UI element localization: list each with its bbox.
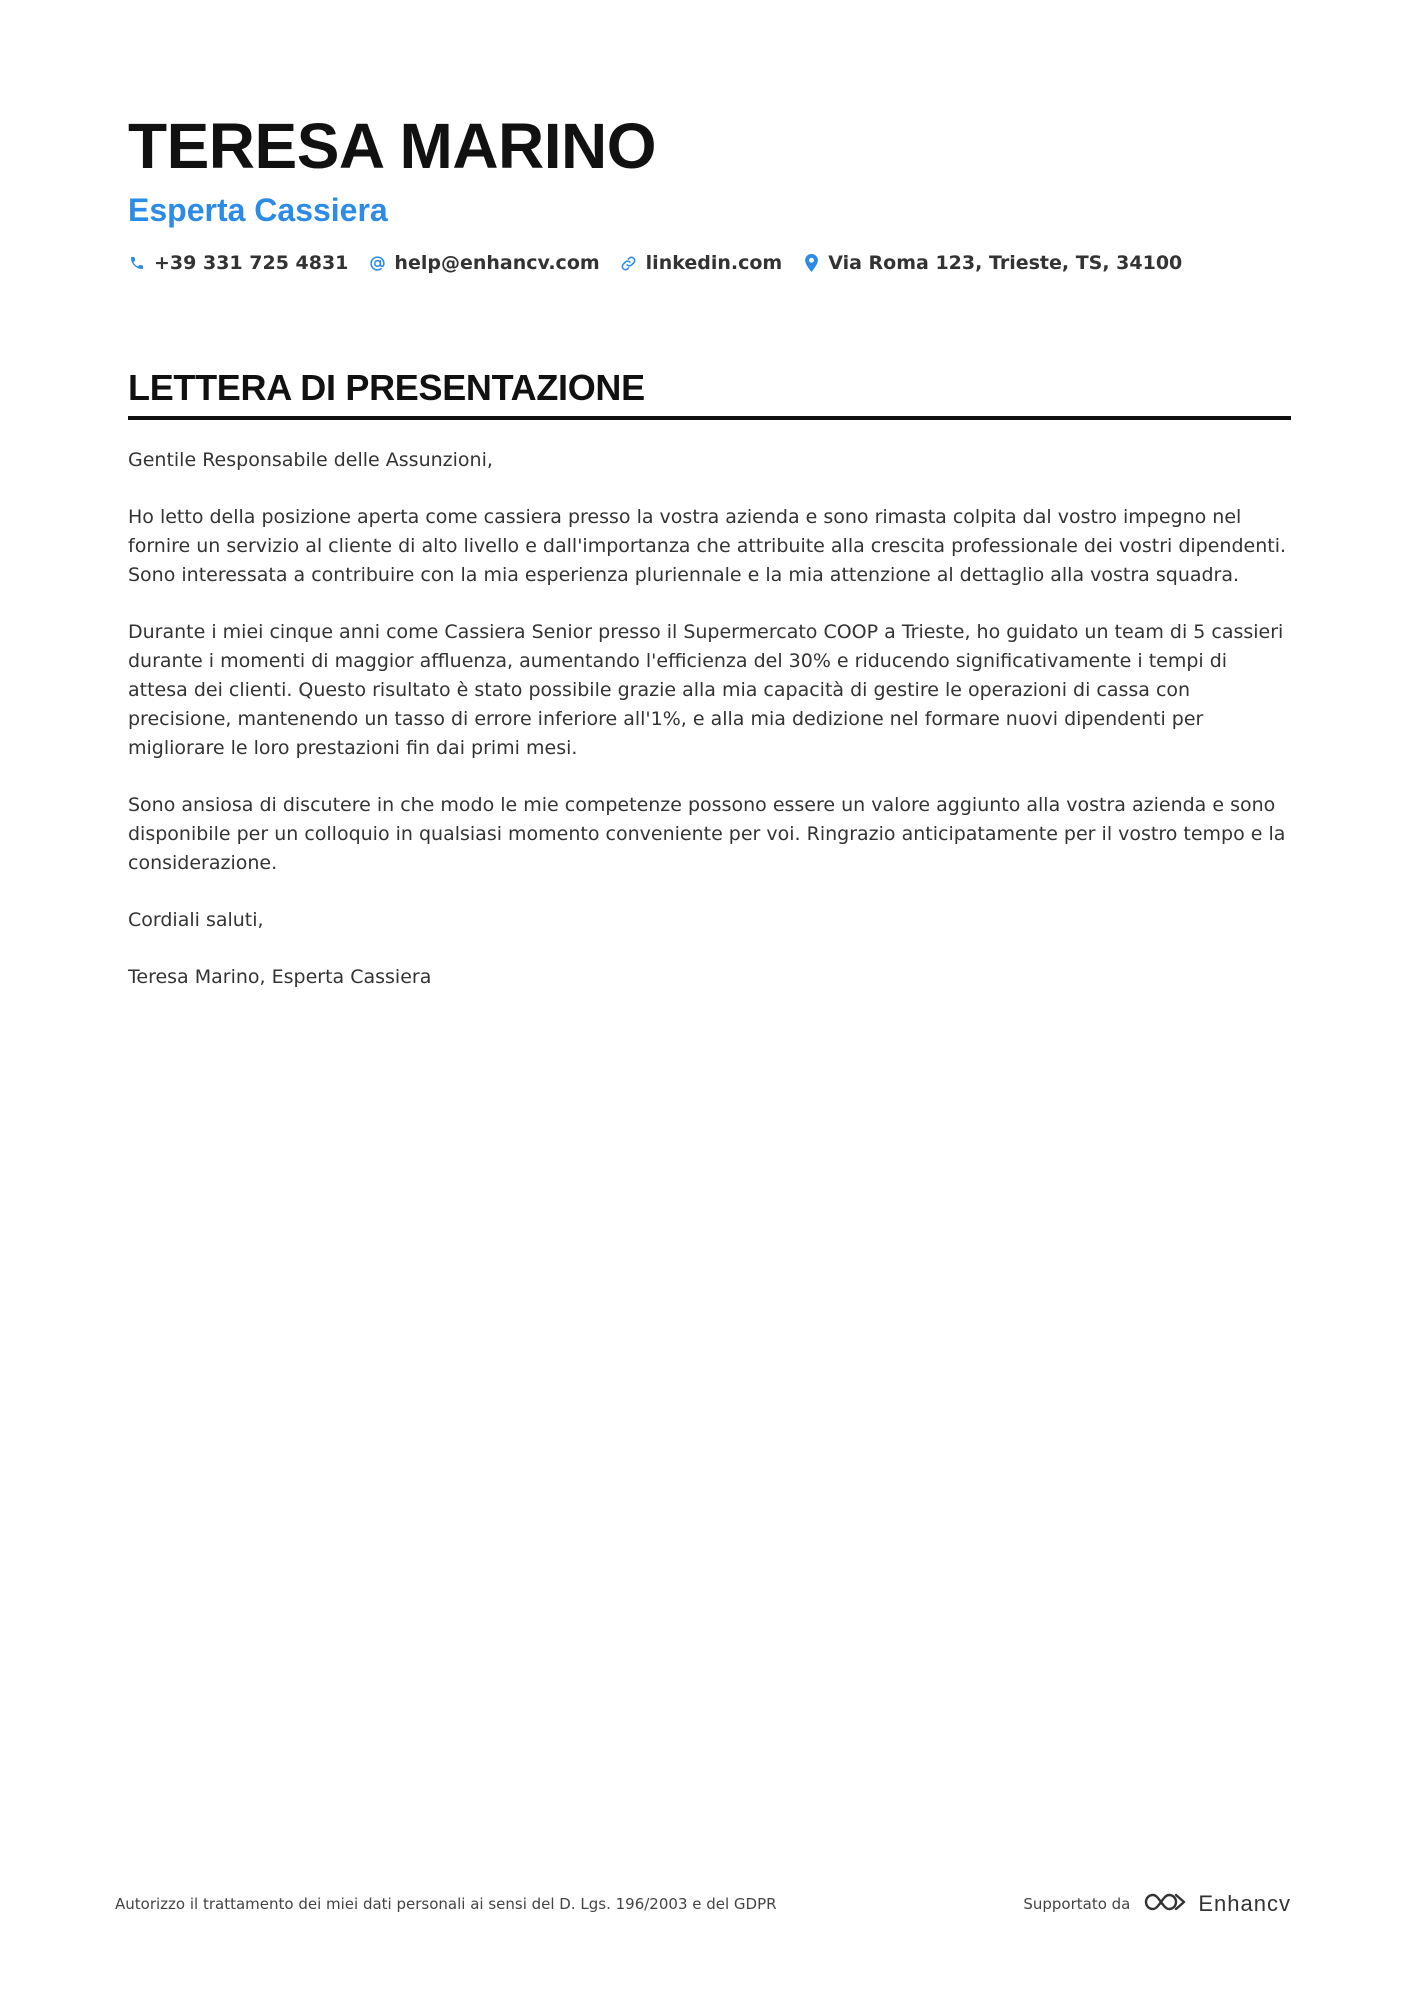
- contact-phone-text: +39 331 725 4831: [154, 252, 349, 274]
- privacy-consent-text: Autorizzo il trattamento dei miei dati personali ai sensi del D. Lgs. 196/2003 e del GDPR: [115, 1895, 777, 1913]
- candidate-name: TERESA MARINO: [128, 110, 657, 182]
- footer: [115, 1890, 1291, 1918]
- contact-address-text: Via Roma 123, Trieste, TS, 34100: [828, 252, 1183, 274]
- letter-closing: Cordiali saluti,: [128, 909, 264, 931]
- contact-bar: [128, 252, 1291, 274]
- brand-name: Enhancv: [1198, 1891, 1291, 1916]
- infinity-logo-icon: [1142, 1890, 1188, 1918]
- header: [128, 108, 1291, 274]
- link-icon: [620, 254, 638, 272]
- letter-paragraph: Durante i miei cinque anni come Cassiera Senior presso il Supermercato COOP a Trieste, ho guidato un team di 5 cassieri durante i momenti di maggior affluenza, aumentando l'efficienza del 30% e riducendo significativamente i tempi di attesa dei clienti. Questo risultato è stato possibile grazie alla mia capacità di gestire le operazioni di cassa con precisione, mantenendo un tasso di errore inferiore all'1%, e alla mia dedizione nel formare nuovi dipendenti per migliorare le loro prestazioni fin dai primi mesi.: [128, 621, 1284, 759]
- letter-section: [128, 366, 1291, 1020]
- section-divider: [128, 416, 1291, 420]
- location-pin-icon: [802, 254, 820, 272]
- powered-by-label: Supportato da: [1023, 1895, 1131, 1913]
- letter-salutation: Gentile Responsabile delle Assunzioni,: [128, 449, 493, 471]
- powered-by[interactable]: [1023, 1890, 1291, 1918]
- candidate-role: Esperta Cassiera: [128, 192, 388, 228]
- contact-linkedin[interactable]: [620, 252, 783, 274]
- at-icon: [368, 254, 386, 272]
- contact-email[interactable]: [368, 252, 599, 274]
- section-title: LETTERA DI PRESENTAZIONE: [128, 367, 645, 408]
- letter-paragraph: Sono ansiosa di discutere in che modo le mie competenze possono essere un valore aggiunto alla vostra azienda e sono disponibile per un colloquio in qualsiasi momento conveniente per voi. Ringrazio anticipatamente per il vostro tempo e la considerazione.: [128, 794, 1286, 874]
- contact-email-text: help@enhancv.com: [394, 252, 600, 274]
- letter-paragraph: Ho letto della posizione aperta come cassiera presso la vostra azienda e sono rimasta colpita dal vostro impegno nel fornire un servizio al cliente di alto livello e dall'importanza che attribuite alla crescita professionale dei vostri dipendenti. Sono interessata a contribuire con la mia esperienza pluriennale e la mia attenzione al dettaglio alla vostra squadra.: [128, 506, 1287, 586]
- phone-icon: [128, 254, 146, 272]
- contact-phone: [128, 252, 348, 274]
- contact-address: [802, 252, 1182, 274]
- brand-logo[interactable]: [1142, 1890, 1291, 1918]
- contact-linkedin-text: linkedin.com: [645, 252, 783, 274]
- letter-signature: Teresa Marino, Esperta Cassiera: [128, 966, 432, 988]
- letter-body: [128, 446, 1291, 992]
